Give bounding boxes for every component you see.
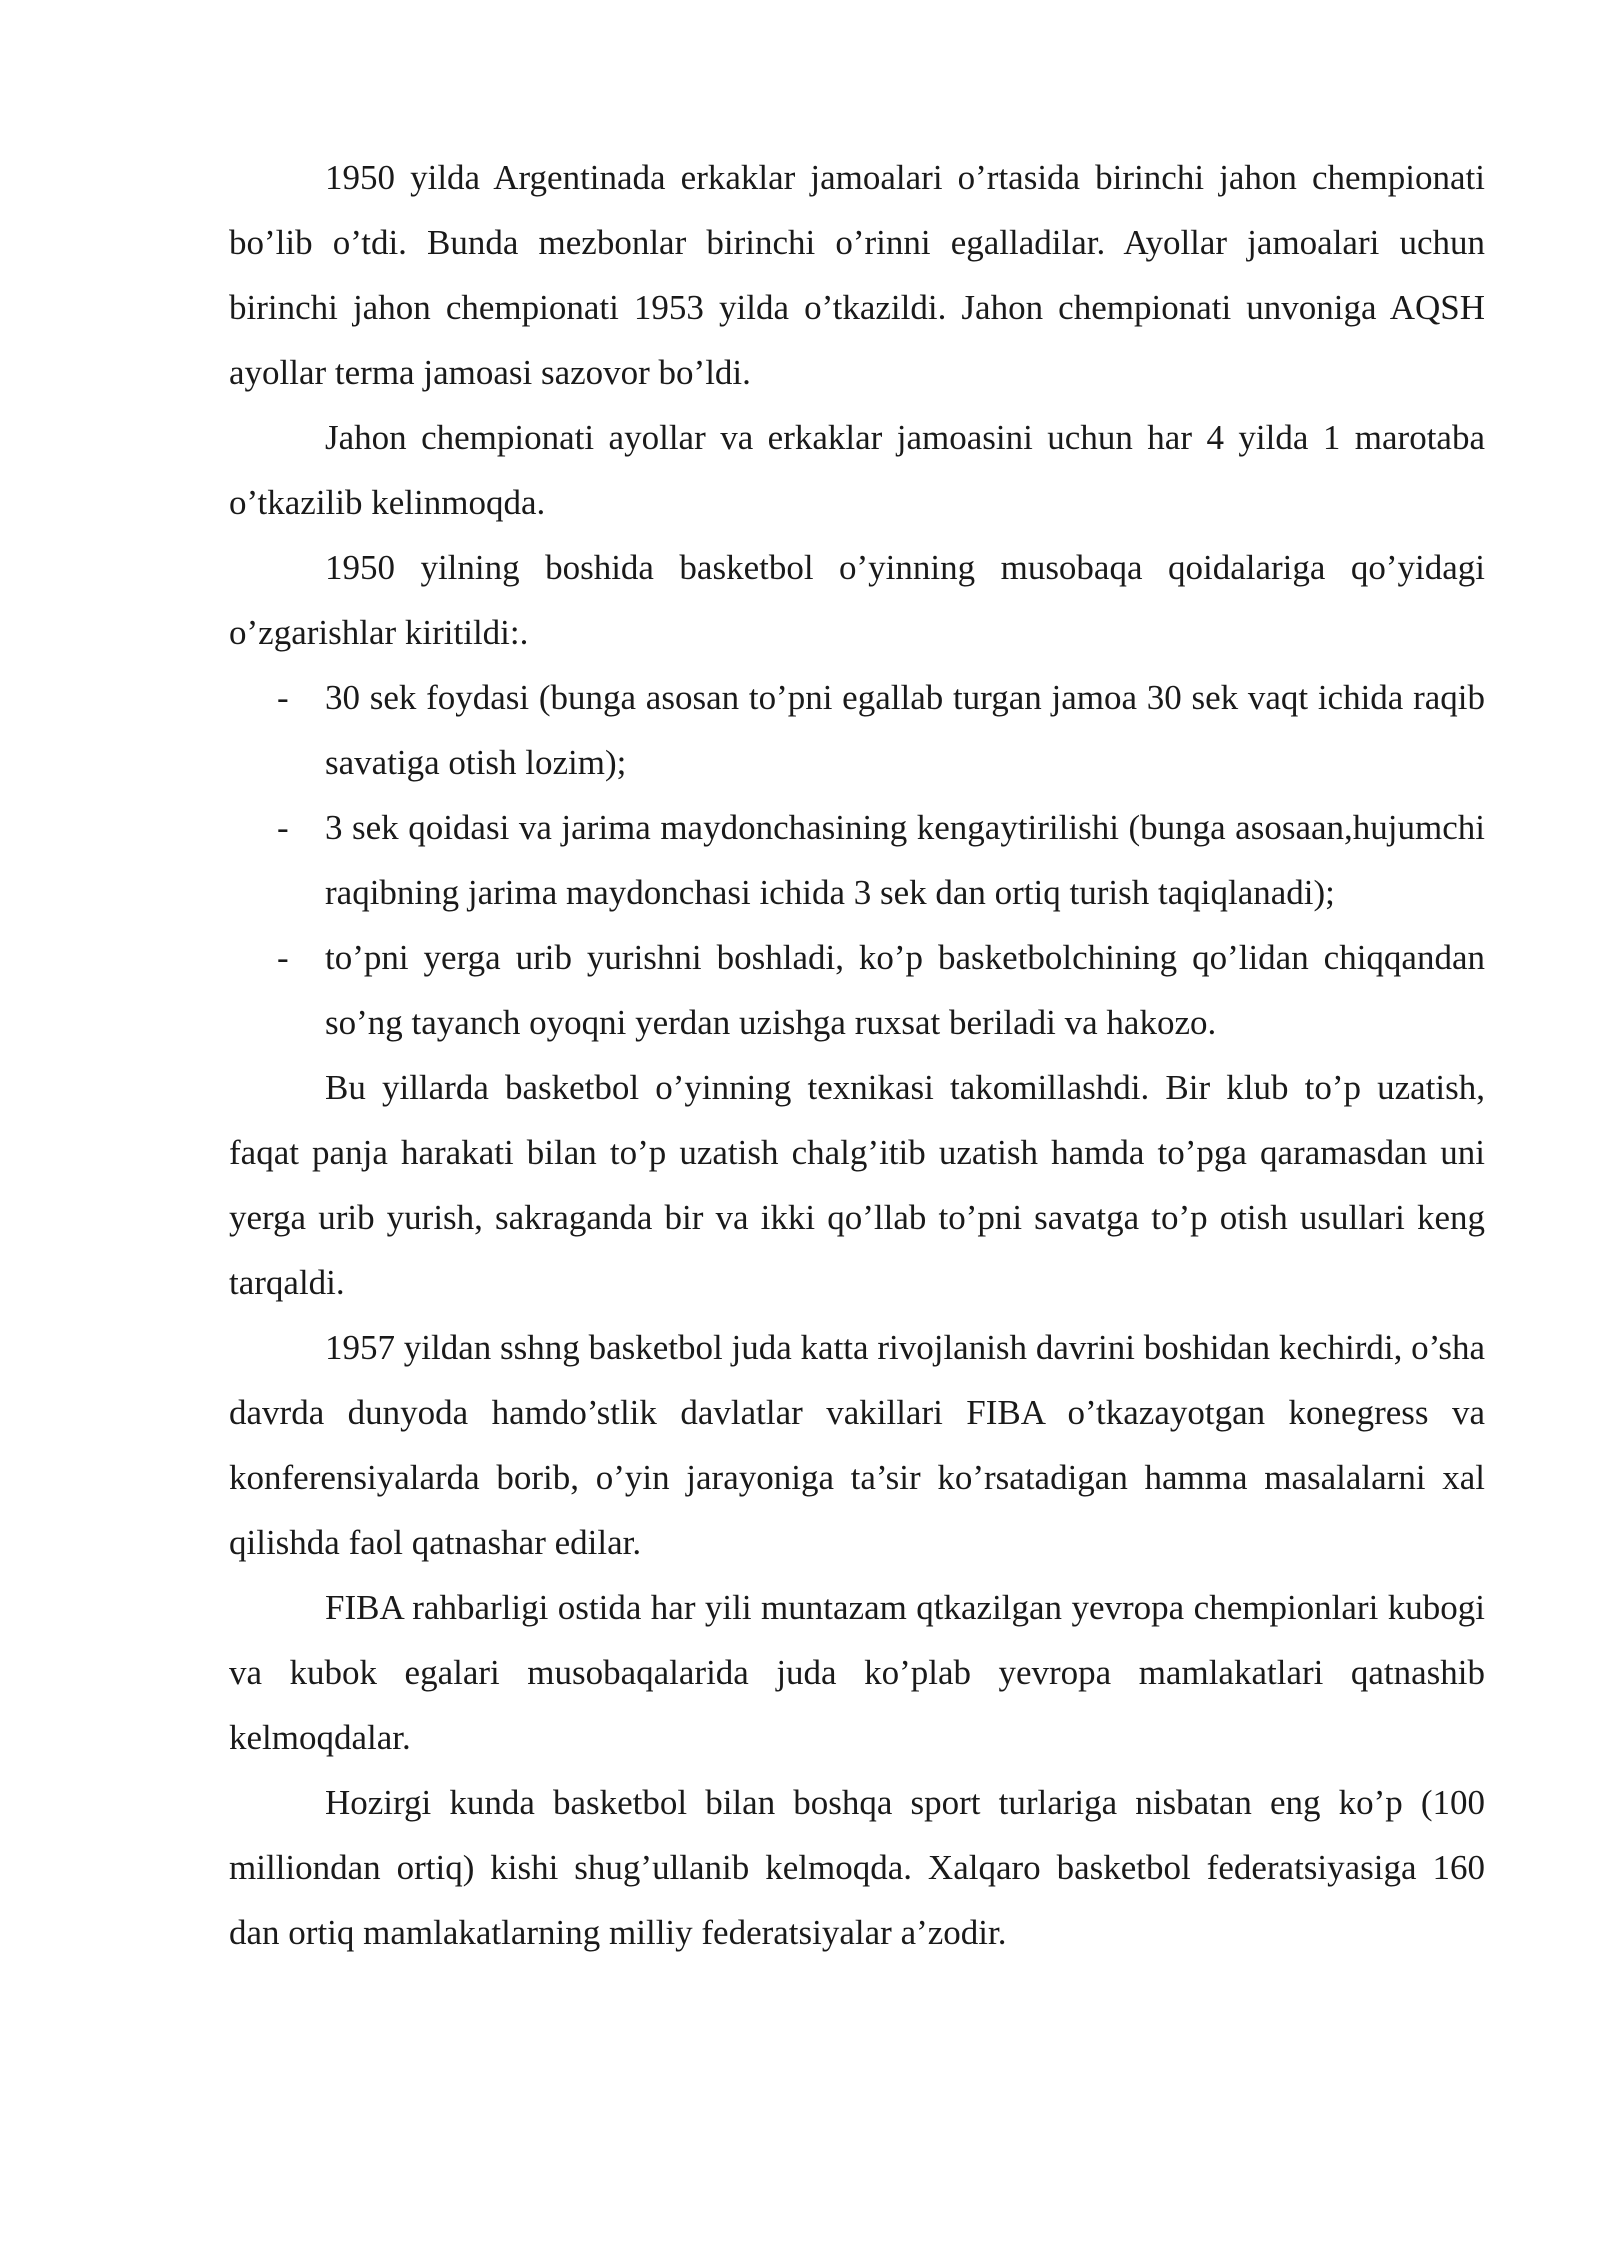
list-dash-marker: - [277,678,289,717]
paragraph-rule-changes-intro: 1950 yilning boshida basketbol o’yinning musobaqa qoidalariga qo’yidagi o’zgarishlar kiritildi:. [229,548,1485,652]
list-item [229,665,1485,795]
list-dash-marker: - [277,808,289,847]
list-item-text: 3 sek qoidasi va jarima maydonchasining kengaytirilishi (bunga asosaan,hujumchi raqibning jarima maydonchasi ichida 3 sek dan ortiq turish taqiqlanadi); [325,808,1485,912]
paragraph-world-championship-schedule: Jahon chempionati ayollar va erkaklar jamoasini uchun har 4 yilda 1 marotaba o’tkazilib kelinmoqda. [229,418,1485,522]
paragraph-1957-development: 1957 yildan sshng basketbol juda katta rivojlanish davrini boshidan kechirdi, o’sha davrda dunyoda hamdo’stlik davlatlar vakillari FIBA o’tkazayotgan konegress va konferensiyalarda borib, o’yin jarayoniga ta’sir ko’rsatadigan hamma masalalarni xal qilishda faol qatnashar edilar. [229,1328,1485,1562]
list-item [229,925,1485,1055]
paragraph-technique-improvement: Bu yillarda basketbol o’yinning texnikasi takomillashdi. Bir klub to’p uzatish, faqat panja harakati bilan to’p uzatish chalg’itib uzatish hamda to’pga qaramasdan uni yerga urib yurish, sakraganda bir va ikki qo’llab to’pni savatga to’p otish usullari keng tarqaldi. [229,1068,1485,1302]
list-item-text: to’pni yerga urib yurishni boshladi, ko’p basketbolchining qo’lidan chiqqandan so’ng tayanch oyoqni yerdan uzishga ruxsat beriladi va hakozo. [325,938,1485,1042]
list-dash-marker: - [277,938,289,977]
paragraph-current-popularity: Hozirgi kunda basketbol bilan boshqa sport turlariga nisbatan eng ko’p (100 milliondan ortiq) kishi shug’ullanib kelmoqda. Xalqaro basketbol federatsiyasiga 160 dan ortiq mamlakatlarning milliy federatsiyalar a’zodir. [229,1783,1485,1952]
document-body [229,145,1485,1965]
paragraph-1950-argentina: 1950 yilda Argentinada erkaklar jamoalari o’rtasida birinchi jahon chempionati bo’lib o’tdi. Bunda mezbonlar birinchi o’rinni egalladilar. Ayollar jamoalari uchun birinchi jahon chempionati 1953 yilda o’tkazildi. Jahon chempionati unvoniga AQSH ayollar terma jamoasi sazovor bo’ldi. [229,158,1485,392]
rule-changes-list [229,665,1485,1055]
list-item [229,795,1485,925]
list-item-text: 30 sek foydasi (bunga asosan to’pni egallab turgan jamoa 30 sek vaqt ichida raqib savatiga otish lozim); [325,678,1485,782]
paragraph-fiba-european-cups: FIBA rahbarligi ostida har yili muntazam qtkazilgan yevropa chempionlari kubogi va kubok egalari musobaqalarida juda ko’plab yevropa mamlakatlari qatnashib kelmoqdalar. [229,1588,1485,1757]
